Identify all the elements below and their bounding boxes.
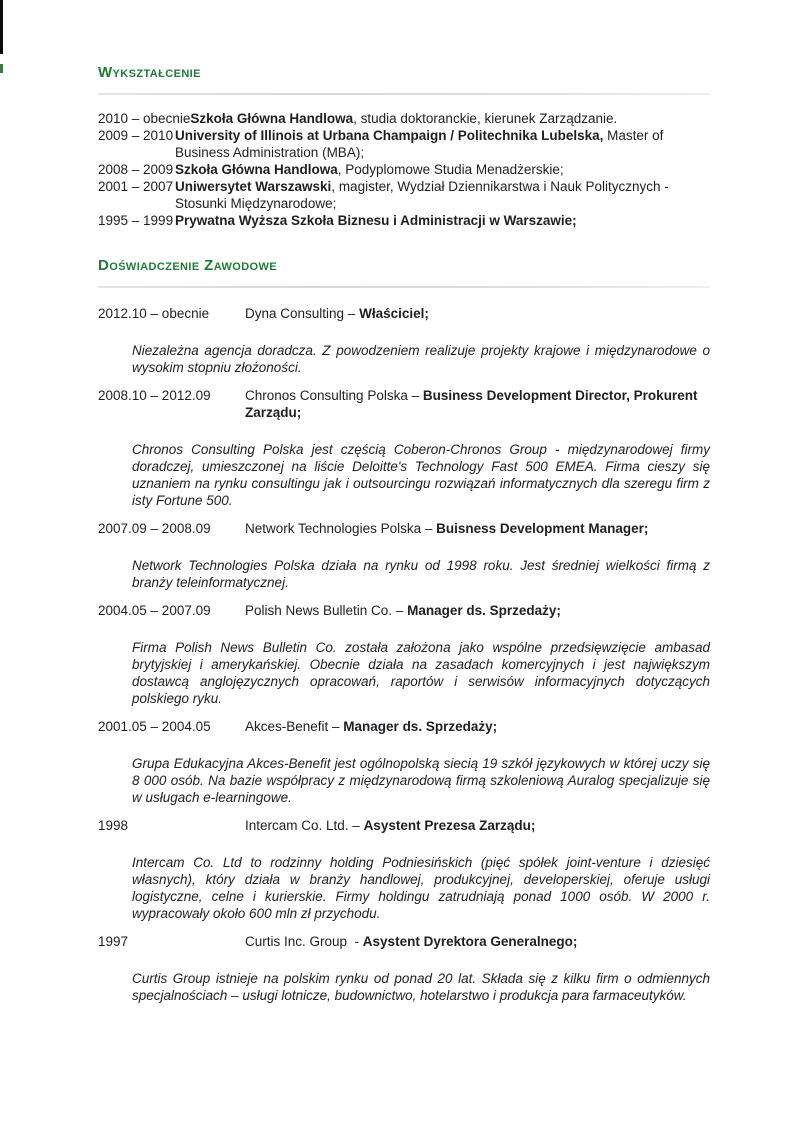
- education-text: [175, 161, 710, 178]
- job-title: Asystent Dyrektora Generalnego;: [362, 934, 578, 949]
- education-heading: Wykształcenie: [98, 64, 201, 81]
- job-title-line: [245, 520, 710, 537]
- job-header: [98, 305, 710, 322]
- job-entry: [98, 817, 710, 922]
- job-title-line: [245, 387, 710, 421]
- education-dates: 1995 – 1999: [98, 213, 174, 228]
- job-dates: 1998: [98, 818, 129, 833]
- job-title-line: [245, 602, 710, 619]
- job-dates: 1997: [98, 934, 129, 949]
- education-details: , magister, Wydział Dziennikarstwa i Nauk Politycznych - Stosunki Międzynarodowe;: [175, 179, 669, 211]
- job-title-line: [245, 305, 710, 322]
- job-company: Chronos Consulting Polska –: [245, 388, 423, 403]
- education-entry: [98, 127, 710, 161]
- job-description: Curtis Group istnieje na polskim rynku od ponad 20 lat. Składa się z kilku firm o odmiennych specjalnościach – usługi lotnicze, budownictwo, hotelarstwo i produkcja para farmaceutyków.: [132, 971, 710, 1003]
- education-institution: University of Illinois at Urbana Champaign / Politechnika Lubelska,: [175, 128, 604, 143]
- job-entry: [98, 305, 710, 376]
- job-title-line: [245, 718, 710, 735]
- education-institution: Prywatna Wyższa Szkoła Biznesu i Administracji w Warszawie;: [175, 213, 577, 228]
- job-title: Asystent Prezesa Zarządu;: [363, 818, 536, 833]
- experience-section: [98, 257, 710, 1004]
- education-text: [175, 178, 710, 212]
- education-institution: Szkoła Główna Handlowa: [175, 162, 338, 177]
- job-title: Manager ds. Sprzedaży;: [343, 719, 498, 734]
- job-entry: [98, 387, 710, 509]
- job-description: Grupa Edukacyjna Akces-Benefit jest ogólnopolską siecią 19 szkół językowych w której uczy się 8 000 osób. Na bazie współpracy z międzynarodową firmą szkoleniową Auralog specjalizuje się w usługach e-learningowe.: [132, 756, 710, 805]
- education-entry: [98, 178, 710, 212]
- job-entry: [98, 520, 710, 591]
- job-dates: 2004.05 – 2007.09: [98, 603, 211, 618]
- job-entry: [98, 718, 710, 806]
- job-dates: 2012.10 – obecnie: [98, 306, 210, 321]
- job-title: Business Development Director, Prokurent Zarządu;: [245, 388, 702, 420]
- education-dates: 2008 – 2009: [98, 162, 174, 177]
- job-company: Polish News Bulletin Co. –: [245, 603, 408, 618]
- job-entry: [98, 933, 710, 1004]
- job-header: [98, 817, 710, 834]
- job-title-line: [245, 817, 710, 834]
- education-details: Master of Business Administration (MBA);: [175, 128, 664, 160]
- job-dates: 2008.10 – 2012.09: [98, 388, 211, 403]
- job-dates: 2001.05 – 2004.05: [98, 719, 211, 734]
- job-description: Chronos Consulting Polska jest częścią Coberon-Chronos Group - międzynarodowej firmy doradczej, umieszczonej na liście Deloitte's Technology Fast 500 EMEA. Firma cieszy się uznaniem na rynku consultingu jak i outsourcingu rozwiązań informatycznych dla szeregu firm z isty Fortune 500.: [132, 442, 710, 508]
- job-header: [98, 387, 710, 421]
- job-title: Buisness Development Manager;: [436, 521, 649, 536]
- job-description: Intercam Co. Ltd to rodzinny holding Podniesińskich (pięć spółek joint-venture i dziesięć własnych), który działa w branży handlowej, produkcyjnej, developerskiej, oferuje usługi logistyczne, celne i kurierskie. Firmy holdingu zatrudniają ponad 1000 osób. W 2000 r. wypracowały około 600 mln zł przychodu.: [132, 855, 710, 921]
- job-header: [98, 933, 710, 950]
- education-entry: [98, 212, 710, 229]
- experience-heading: Doświadczenie Zawodowe: [98, 257, 278, 274]
- job-description: Niezależna agencja doradcza. Z powodzeniem realizuje projekty krajowe i międzynarodowe o wysokim stopniu złożoności.: [132, 343, 710, 375]
- education-institution: Uniwersytet Warszawski: [175, 179, 332, 194]
- education-section: [98, 64, 710, 229]
- job-description: Network Technologies Polska działa na rynku od 1998 roku. Jest średniej wielkości firmą z branży teleinformatycznej.: [132, 558, 710, 590]
- section-divider: [98, 286, 710, 288]
- job-header: [98, 602, 710, 619]
- education-entry: [98, 161, 710, 178]
- job-title-line: [245, 933, 710, 950]
- job-dates: 2007.09 – 2008.09: [98, 521, 211, 536]
- job-company: Dyna Consulting –: [245, 306, 360, 321]
- section-divider: [98, 93, 710, 95]
- education-text: [175, 127, 710, 161]
- education-text: [175, 212, 710, 229]
- education-list: [98, 110, 710, 229]
- education-details: , Podyplomowe Studia Menadżerskie;: [337, 162, 564, 177]
- job-entry: [98, 602, 710, 707]
- experience-list: [98, 305, 710, 1004]
- education-dates: 2009 – 2010: [98, 128, 174, 143]
- education-dates: 2010 – obecnie: [98, 111, 191, 126]
- job-title: Właściciel;: [359, 306, 429, 321]
- education-entry: [98, 110, 710, 127]
- job-company: Akces-Benefit –: [245, 719, 344, 734]
- job-company: Curtis Inc. Group -: [245, 934, 363, 949]
- education-details: , studia doktoranckie, kierunek Zarządzanie.: [353, 111, 618, 126]
- education-dates: 2001 – 2007: [98, 179, 174, 194]
- job-header: [98, 718, 710, 735]
- education-institution: Szkoła Główna Handlowa: [190, 111, 354, 126]
- job-title: Manager ds. Sprzedaży;: [407, 603, 561, 618]
- job-company: Intercam Co. Ltd. –: [245, 818, 364, 833]
- job-company: Network Technologies Polska –: [245, 521, 437, 536]
- job-description: Firma Polish News Bulletin Co. została założona jako wspólne przedsięwzięcie ambasad brytyjskiej i amerykańskiej. Obecnie działa na zasadach komercyjnych i jest największym dostawcą anglojęzycznych opracowań, raportów i serwisów informacyjnych dotyczących polskiego ryku.: [132, 640, 710, 706]
- job-header: [98, 520, 710, 537]
- education-text: [190, 110, 710, 127]
